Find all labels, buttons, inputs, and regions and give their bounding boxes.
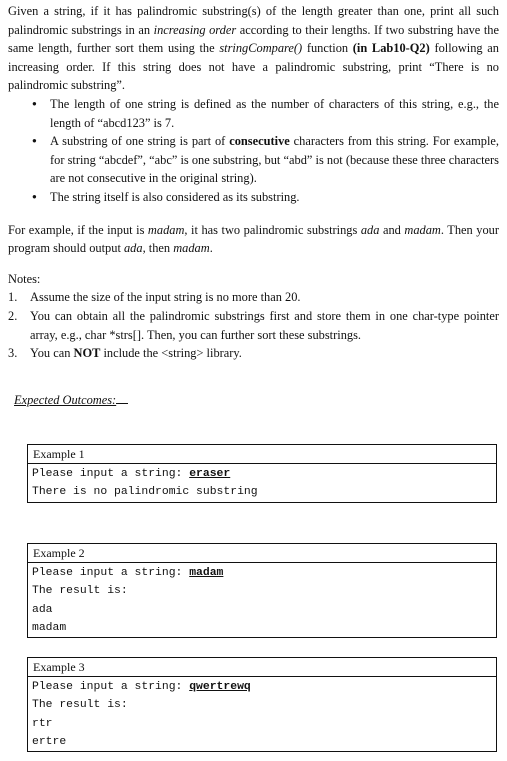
expected-outcomes-label: Expected Outcomes: — [14, 392, 117, 407]
example-emphasis: madam — [404, 222, 441, 237]
note-text: Assume the size of the input string is no more than 20. — [30, 290, 301, 305]
notes-list — [8, 288, 499, 362]
intro-paragraph — [8, 2, 499, 95]
bullet-text: A substring of one string is part of — [50, 134, 230, 149]
console-line: ada — [32, 603, 53, 616]
intro-bold-ref: (in Lab10-Q2) — [352, 41, 430, 56]
example-emphasis: ada, — [123, 241, 146, 256]
console-prompt: Please input a string: — [32, 468, 190, 480]
note-number: 2. — [8, 308, 18, 323]
notes-title: Notes: — [8, 271, 41, 286]
console-line — [32, 564, 496, 582]
console-line: rtr — [32, 717, 53, 730]
note-item — [8, 288, 499, 307]
example-console — [28, 677, 496, 751]
console-prompt: Please input a string: — [32, 567, 190, 579]
console-line: ertre — [32, 735, 67, 748]
bullet-text: characters from this string. For example, for string “abcdef”, “abc” is one substring, but “abd” is not (because these three characters are not consecutive in the original string). — [50, 134, 499, 186]
console-input: eraser — [189, 468, 231, 480]
console-input: madam — [189, 567, 224, 579]
example-text: then — [145, 241, 174, 256]
example-text: , it has two palindromic substrings — [184, 222, 361, 237]
example-label: Example 1 — [28, 445, 496, 464]
definition-list — [8, 95, 499, 207]
example-console — [28, 464, 496, 502]
example-emphasis: ada — [360, 222, 380, 237]
console-line — [32, 465, 496, 483]
note-bold: NOT — [73, 346, 101, 361]
bullet-text: The length of one string is defined as the number of characters of this string, e.g., the length of “abcd123” is 7. — [50, 96, 499, 130]
console-line: The result is: — [32, 699, 128, 712]
bullet-item — [32, 95, 499, 132]
heading-underline-extension — [116, 403, 128, 404]
example-paragraph — [8, 221, 499, 258]
intro-text-2: according to their lengths. If two substring have the same length, further sort them using the — [8, 22, 499, 56]
intro-emphasis-2: stringCompare() — [219, 41, 303, 56]
example-label: Example 3 — [28, 658, 496, 677]
note-number: 3. — [8, 346, 18, 361]
example-box-3 — [27, 657, 497, 752]
bullet-item — [32, 188, 499, 207]
console-line: madam — [32, 621, 67, 634]
bullet-bold: consecutive — [229, 134, 290, 149]
example-box-2 — [27, 543, 497, 638]
note-item — [8, 307, 499, 344]
console-prompt: Please input a string: — [32, 681, 190, 693]
console-line: The result is: — [32, 585, 128, 598]
bullet-item — [32, 132, 499, 188]
note-text: include the <string> library. — [100, 346, 242, 361]
bullet-text: The string itself is also considered as its substring. — [50, 189, 300, 204]
note-text: You can obtain all the palindromic substrings first and store them in one char-type pointer array, e.g., char *strs[]. Then, you can further sort these substrings. — [30, 308, 499, 342]
console-line: There is no palindromic substring — [32, 486, 258, 499]
example-text: . — [209, 241, 213, 256]
example-label: Example 2 — [28, 544, 496, 563]
note-text: You can — [30, 346, 74, 361]
console-line — [32, 678, 496, 696]
example-text: . Then your program should output — [8, 222, 499, 256]
intro-text-3: function — [302, 41, 353, 56]
expected-outcomes-heading — [8, 391, 499, 410]
note-number: 1. — [8, 290, 18, 305]
intro-emphasis-1: increasing order — [153, 22, 237, 37]
example-emphasis: madam — [173, 241, 210, 256]
console-input: qwertrewq — [189, 681, 251, 693]
example-emphasis: madam — [147, 222, 185, 237]
example-text: For example, if the input is — [8, 222, 148, 237]
example-console — [28, 563, 496, 637]
example-box-1 — [27, 444, 497, 503]
intro-text-1: Given a string, if it has palindromic substring(s) of the length greater than one, print all such palindromic substrings in an — [8, 4, 499, 37]
note-item — [8, 344, 499, 363]
intro-text-4: following an increasing order. If this string does not have a palindromic substring, print “There is no palindromic substring”. — [8, 41, 499, 93]
example-text: and — [379, 222, 405, 237]
